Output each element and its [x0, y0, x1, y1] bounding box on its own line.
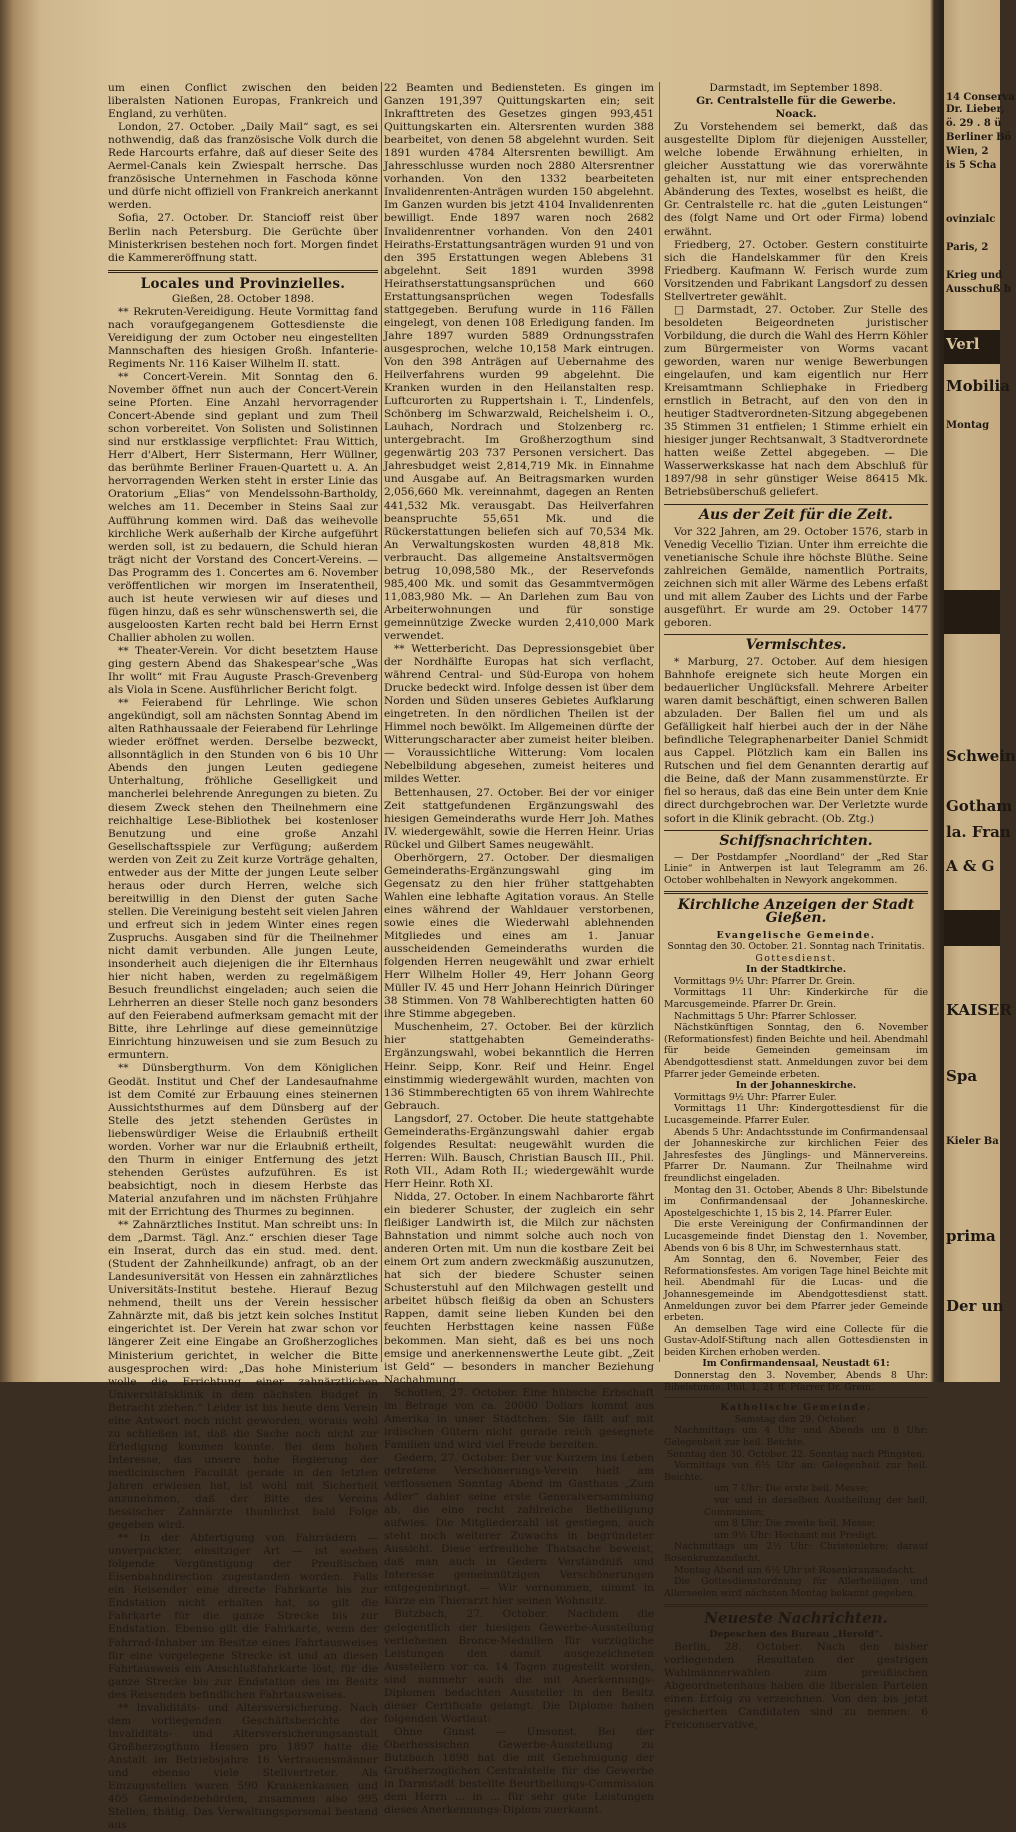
edge-fragment: Kieler Ba: [946, 1136, 999, 1147]
edge-fragment: Dr. Lieber,: [946, 104, 1005, 115]
section-divider: [664, 891, 928, 894]
article-paragraph: London, 27. October. „Daily Mail“ sagt, es sei nothwendig, daß das französische Volk durch die Rede Harcourts erfahre, daß auf dieser Seite des Aermel-Canals kein Zwiespalt herrsche. Das französische Unternehmen in Faschoda könne und dürfe nicht offiziell von Frankreich anerkannt werden.: [108, 121, 378, 212]
section-divider: [664, 1604, 928, 1607]
signature-name: Noack.: [775, 108, 817, 121]
edge-fragment: ö. 29 . 8 ü: [946, 118, 1002, 129]
article-paragraph: Muschenheim, 27. October. Bei der kürzlich hier stattgehabten Gemeinderaths-Ergänzungswahl, wobei bekanntlich die Herren Heinr. Seipp, Konr. Reif und Heinr. Engel einstimmig wiedergewählt wurden, machten von 136 Stimmberechtigten 65 von ihrem Wahlrechte Gebrauch.: [384, 1021, 654, 1112]
article-paragraph: ** Rekruten-Vereidigung. Heute Vormittag fand nach voraufgegangenem Gottesdienste die Vereidigung der zum October neu eingestellten Mannschaften des hiesigen Großh. Infanterie-Regiments Nr. 116 Kaiser Wilhelm II. statt.: [108, 305, 378, 370]
notice-line: Samstag den 29. October.: [734, 1413, 858, 1425]
article-paragraph: Zu Vorstehendem sei bemerkt, daß das ausgestellte Diplom für diejenigen Aussteller, welche lobende Erwähnung erhielten, in gleicher Ausstattung wie das vorerwähnte gehalten ist, nur mit einer entsprechenden Abänderung des Textes, woselbst es heißt, die Gr. Centralstelle rc. hat die „guten Leistungen“ des (folgt Name und Ort oder Firma) lobend erwähnt.: [664, 121, 928, 238]
edge-fragment: Wien, 2: [946, 146, 989, 157]
section-divider: [664, 830, 928, 831]
dateline: Gießen, 28. October 1898.: [171, 292, 315, 305]
column-2: [384, 82, 654, 1817]
notice-line: Gottesdienst.: [755, 952, 837, 964]
signature-line: Gr. Centralstelle für die Gewerbe.: [696, 95, 896, 108]
article-paragraph: ** Invaliditäts- und Altersversicherung. Nach dem vorliegenden Geschäftsberichte der Invaliditäts- und Altersversicherungsanstalt Großherzogthum Hessen pro 1897 hatte die Anstalt im Betriebsjahre 16 Vertrauensmänner und ebenso viele Stellvertreter. Als Einzugsstellen waren 590 Krankenkassen und 405 Gemeindebehörden, zusammen also 995 Stellen, thätig. Das Verwaltungspersonal bestand aus: [108, 1701, 378, 1832]
article-paragraph: Bettenhausen, 27. October. Bei der vor einiger Zeit stattgefundenen Ergänzungswahl des hiesigen Gemeinderaths wurde Herr Joh. Mathes IV. wiedergewählt, sowie die Herren Heinr. Urias Rückel und Gilbert Sames neugewählt.: [384, 786, 654, 851]
edge-fragment: Der un: [946, 1297, 1004, 1315]
edge-fragment: Spa: [946, 1067, 978, 1085]
notice-line: Montag den 31. October, Abends 8 Uhr: Bibelstunde im Confirmandensaal der Johanneskirche. Apostelgeschichte 1, 15 bis 2, 14. Pfarrer Euler.: [664, 1184, 928, 1219]
column-rule: [381, 82, 382, 1362]
notice-line: Sonntag den 30. October. 21. Sonntag nach Trinitatis.: [667, 941, 925, 953]
section-heading-locales: Locales und Provinzielles.: [140, 275, 346, 292]
article-paragraph: — Der Postdampfer „Noordland“ der „Red Star Linie“ in Antwerpen ist laut Telegramm am 26. October wohlbehalten in Newyork angekommen.: [664, 851, 928, 886]
notice-line: Nachmittags um 2½ Uhr: Christenlehre; darauf Rosenkranzandacht.: [664, 1541, 928, 1564]
article-paragraph: Nidda, 27. October. In einem Nachbarorte fährt ein biederer Schuster, der zugleich ein sehr fleißiger Landwirth ist, die Milch zur nächsten Bahnstation und nimmt solche auch noch von anderen Orten mit. Um nun die kostbare Zeit bei einem Ort zum andern zweckmäßig auszunutzen, hat sich der biedere Schuster seinen Schusterstuhl auf den Milchwagen gestellt und arbeitet hübsch fleißig da oben an Schusters Rappen, damit seine lieben Kunden bei den feuchten Herbsttagen keine nassen Füße bekommen. Man sieht, daß es bei uns noch emsige und anerkennenswerthe Leute gibt. „Zeit ist Geld“ — besonders in mancher Beziehung Nachahmung.: [384, 1190, 654, 1386]
article-paragraph: Langsdorf, 27. October. Die heute stattgehabte Gemeinderaths-Ergänzungswahl dahier ergab folgendes Resultat: neugewählt wurden die Herren: Wilh. Bausch, Christian Bausch III., Phil. Roth VII., Adam Roth II.; wiedergewählt wurde Herr Heinr. Roth XI.: [384, 1112, 654, 1190]
article-paragraph: ** Concert-Verein. Mit Sonntag den 6. November öffnet nun auch der Concert-Verein seine Pforten. Eine Anzahl hervorragender Concert-Abende sind geplant und zum Theil schon vorbereitet. Von Solisten und Solistinnen sind nur erstklassige verpflichtet: Frau Wittich, Herr d'Albert, Herr Sistermann, Herr Wüllner, das berühmte Berliner Frauen-Quartett u. A. An hervorragenden Werken steht in erster Linie das Oratorium „Elias“ von Mendelssohn-Bartholdy, welches am 11. December in Steins Saal zur Aufführung kommen wird. Daß das weihevolle kirchliche Werk außerhalb der Kirche aufgeführt werden soll, ist zu bedauern, die Schuld hieran trägt nicht der Vorstand des Concert-Vereins. — Das Programm des 1. Concertes am 6. November veröffentlichen wir morgen im Inseratentheil, auch ist heute verwiesen wir auf dieses und fügen hinzu, daß es sehr wünschenswerth sei, die ausgeloosten Karten recht bald bei Herrn Ernst Challier abholen zu wollen.: [108, 370, 378, 644]
notice-line: Die Gottesdienstordnung für Allerheiligen und Allerseelen wird nächsten Montag bekannt gegeben.: [664, 1576, 928, 1599]
section-heading-zeit: Aus der Zeit für die Zeit.: [699, 506, 893, 523]
notice-line: Vormittags 9½ Uhr: Pfarrer Dr. Grein.: [674, 975, 856, 987]
article-paragraph: ** Zahnärztliches Institut. Man schreibt uns: In dem „Darmst. Tägl. Anz.“ erschien dieser Tage ein Inserat, durch das ein stud. med. dent. (Student der Zahnheilkunde) anfragt, ob an der Landesuniversität von Hessen ein zahnärztliches Universitäts-Institut bestehe. Hierauf Bezug nehmend, theilt uns der Verein hessischer Zahnärzte mit, daß bis jetzt kein solches Institut eingerichtet ist. Der Verein hat zwar schon vor längerer Zeit eine Eingabe an Großherzogliches Ministerium gerichtet, in welcher die Bitte ausgesprochen wird: „Das hohe Ministerium wolle die Errichtung einer zahnärztlichen Universitätsklinik in dem nächsten Budget in Betracht ziehen.“ Leider ist bis heute dem Verein eine Antwort noch nicht geworden, woraus wohl zu schließen ist, daß die Sache noch nicht zur Erledigung kommen konnte. Bei dem hohen Interesse, das unsere hohe Regierung der medicinischen Facultät gerade in den letzten Jahren erwiesen hat, ist wohl mit Sicherheit anzunehmen, daß der Bitte des Vereins hessischer Zahnärzte thunlichst bald Folge gegeben wird.: [108, 1219, 378, 1532]
section-heading-neueste: Neueste Nachrichten.: [704, 1609, 888, 1628]
subheading: Depeschen des Bureau „Herold“.: [709, 1629, 883, 1641]
article-paragraph: ** Wetterbericht. Das Depressionsgebiet über der Nordhälfte Europas hat sich verflacht, während Central- und Süd-Europa von hohem Drucke bedeckt wird. Infolge dessen ist über dem Norden und Süden unseres Gebietes Aufklarung eingetreten. In den nördlichen Theilen ist der Himmel noch bewölkt. Im Allgemeinen dürfte der Witterungscharacter aber zumeist heiter bleiben. — Voraussichtliche Witterung: Vom localen Nebelbildung abgesehen, zumeist heiteres und mildes Wetter.: [384, 643, 654, 786]
edge-fragment: Berliner Bö: [946, 132, 1012, 143]
article-paragraph: ** In der Abfertigung von Fahrrädern — unverpackter, einsitziger Art — ist soeben folgende Vergünstigung der Preußischen Eisenbahndirection zugestanden worden. Falls ein Reisender eine directe Fahrkarte bis zur Endstation nicht erhalten hat, so gilt die Fahrkarte für die ganze Strecke bis zur Endstation. Ebenso gilt die Fahrkarte, wenn der Fahrrad-Inhaber im Besitze eines Fahrtausweises für eine vorgelegene Strecke ist und an diesen Fahrtausweis ein Anschlußfahrkarte löst, für die ganze Strecke bis zur Endstation des im Besitz des Reisenden befindlichen Fahrtausweises.: [108, 1532, 378, 1701]
column-1: [108, 82, 378, 1832]
section-heading-schiffsnachrichten: Schiffsnachrichten.: [719, 832, 873, 849]
notice-line: um 8 Uhr: Die zweite heil. Messe;: [714, 1518, 876, 1530]
notice-subheading: In der Johanneskirche.: [735, 1080, 857, 1092]
ad-black-band: [944, 590, 1000, 634]
article-paragraph: Vor 322 Jahren, am 29. October 1576, starb in Venedig Vecellio Tizian. Unter ihm erreichte die venetianische Schule ihre höchste Blüthe. Seine zahlreichen Gemälde, namentlich Portraits, zeichnen sich mit aller Wärme des Lebens erfaßt und mit allem Zauber des Lichts und der Farbe ausgeführt. Er wurde am 29. October 1477 geboren.: [664, 525, 928, 629]
article-paragraph: Berlin, 28. October. Nach den bisher vorliegenden Resultaten der gestrigen Wahlmännerwahlen zum preußischen Abgeordnetenhaus haben die liberalen Parteien einen Erfolg zu verzeichnen. Von den bis jetzt gesicherten Candidaten sind zu nennen: 6 Freiconservative,: [664, 1640, 928, 1732]
notice-line: Vormittags 11 Uhr: Kindergottesdienst für die Lucasgemeinde. Pfarrer Euler.: [664, 1103, 928, 1126]
notice-subheading: In der Stadtkirche.: [746, 964, 846, 976]
notice-line: Vormittags von 6½ Uhr an: Gelegenheit zur heil. Beichte.: [664, 1460, 928, 1483]
notice-line: Sonntag den 30. October. 22. Sonntag nach Pfingsten.: [666, 1448, 926, 1460]
column-3: [664, 82, 928, 1732]
notice-line: vor und in derselben Austheilung der heil. Communion;: [704, 1495, 928, 1518]
adjacent-page-edge: [944, 0, 1016, 1382]
notice-subheading: Im Confirmandensaal, Neustadt 61:: [702, 1358, 890, 1370]
edge-fragment: Mobilia: [946, 377, 1010, 395]
edge-fragment: Gotham: [946, 797, 1013, 815]
notice-line: Die erste Vereinigung der Confirmandinnen der Lucasgemeinde findet Dienstag den 1. November, Abends von 6 bis 8 Uhr, im Schwesternhaus statt.: [664, 1219, 928, 1254]
edge-fragment: Ausschuß b: [946, 284, 1011, 295]
article-paragraph: * Marburg, 27. October. Auf dem hiesigen Bahnhofe ereignete sich heute Morgen ein bedauerlicher Unglücksfall. Mehrere Arbeiter waren damit beschäftigt, einen schweren Ballen abzuladen. Der Ballen fiel um und als Gefälligkeit half hierbei auch der in der Nähe befindliche Telegraphenarbeiter Daniel Schmidt aus Cappel. Plötzlich kam ein Ballen ins Rutschen und fiel dem Genannten derartig auf die Beine, daß der Mann zusammenstürzte. Er fiel so heraus, daß das eine Bein unter dem Knie direct durchgebrochen war. Der Verletzte wurde sofort in die Klinik gebracht. (Ob. Ztg.): [664, 655, 928, 825]
edge-fragment: KAISER: [946, 1001, 1012, 1019]
article-paragraph: Sofia, 27. October. Dr. Stancioff reist über Berlin nach Petersburg. Die Gerüchte über Ministerkrisen bestehen noch fort. Morgen findet die Kammereröffnung statt.: [108, 212, 378, 264]
article-paragraph: Oberhörgern, 27. October. Der diesmaligen Gemeinderaths-Ergänzungswahl ging im Gegensatz zu den hier früher stattgehabten Wahlen eine lebhafte Agitation voraus. An Stelle eines während der Wahldauer verstorbenen, sowie eines die Wiederwahl ablehnenden Mitgliedes und eines am 1. Januar ausscheidenden Gemeinderaths wurden die folgenden Herren neugewählt und zwar erhielt Herr Wilhelm Holler 49, Herr Johann Georg Müller IV. 45 und Herr Johann Heinrich Düringer 38 Stimmen. Von 78 Wahlberechtigten hatten 60 ihre Stimme abgegeben.: [384, 851, 654, 1021]
article-paragraph: ** Theater-Verein. Vor dicht besetztem Hause ging gestern Abend das Shakespear'sche „Was Ihr wollt“ mit Frau Auguste Prasch-Grevenberg als Viola in Scene. Ausführlicher Bericht folgt.: [108, 644, 378, 697]
article-paragraph: Gedern, 27. October. Der vor Kurzem ins Leben getretene Verschönerungs-Verein hielt am verflossenen Sonntag Abend im Gasthaus „Zum Adler“ dahier seine erste Generalversammlung ab, die eine recht zahlreiche Betheiligung aufwies. Die Mitgliederzahl ist gestiegen, auch steht noch weiterer Zuwachs in begründeter Aussicht. Diese erfreuliche Thatsache beweist, daß man auch in Gedern Verständniß und Interesse gemeinnützigen Verschönerungen entgegenbringt. — Wir vernommen, nimmt in Kürze ein Thierarzt hier seinen Wohnsitz.: [384, 1451, 654, 1608]
notice-line: Abends 5 Uhr: Andachtsstunde im Confirmandensaal der Johanneskirche zur kirchlichen Feier des Jahresfestes des Jünglings- und Männervereins. Pfarrer Dr. Naumann. Zur Theilnahme wird freundlichst eingeladen.: [664, 1126, 928, 1184]
edge-fragment: A & G: [946, 857, 995, 875]
notice-line: Nächstkünftigen Sonntag, den 6. November (Reformationsfest) finden Beichte und heil. Abendmahl für beide Gemeinden gemeinsam im Abendgottesdienst statt. Anmeldungen zuvor bei dem Pfarrer jeder Gemeinde erbeten.: [664, 1022, 928, 1080]
notice-line: Vormittags 11 Uhr: Kinderkirche für die Marcusgemeinde. Pfarrer Dr. Grein.: [664, 987, 928, 1011]
article-paragraph: ** Dünsbergthurm. Von dem Königlichen Geodät. Institut und Chef der Landesaufnahme ist dem Comité zur Erbauung eines steinernen Aussichtsthurmes auf dem Dünsberg auf der Stelle des jetzt stehenden Gerüstes in liebenswürdiger Weise die Erlaubniß ertheilt worden. Vorher war nur die Erlaubniß ertheilt, den Thurm in einiger Entfernung des jetzt stehenden Gerüstes aufzuführen. Es ist beabsichtigt, noch in diesem Herbste das Material anzufahren und im nächsten Frühjahre mit der Errichtung des Thurmes zu beginnen.: [108, 1062, 378, 1218]
article-paragraph: Butzbach, 27. October. Nachdem die gelegentlich der hiesigen Gewerbe-Ausstellung verliehenen Bronce-Medaillen für vorzügliche Leistungen den damit ausgezeichneten Ausstellern vor ca. 14 Tagen zugestellt worden, sind nunmehr auch die mit Anerkennungs-Diplomen bedachten Aussteller in den Besitz dieser Certificate gelangt. Die Diplome haben folgenden Wortlaut:: [384, 1608, 654, 1725]
article-paragraph: □ Darmstadt, 27. October. Zur Stelle des besoldeten Beigeordneten juristischer Vorbildung, die durch die Wahl des Herrn Köhler zum Bürgermeister von Worms vacant geworden, waren nur wenige Bewerbungen eingelaufen, und kam eigentlich nur Herr Kreisamtmann Schliephake in Friedberg ernstlich in Betracht, auf den von den in heutiger Stadtverordneten-Sitzung abgegebenen 35 Stimmen 31 entfielen; 1 Stimme erhielt ein hiesiger junger Rechtsanwalt, 3 Stadtverordnete hatten weiße Zettel abgegeben. — Die Wasserwerkskasse hat nach dem Abschluß für 1897/98 in sehr günstiger Weise 86415 Mk. Betriebsüberschuß geliefert.: [664, 303, 928, 499]
subheading: Evangelische Gemeinde.: [716, 929, 876, 941]
article-paragraph: Friedberg, 27. October. Gestern constituirte sich die Handelskammer für den Kreis Friedberg. Kaufmann W. Ferisch wurde zum Vorsitzenden und Fabrikant Langsdorf zu dessen Stellvertreter gewählt.: [664, 238, 928, 303]
notice-line: Montag Abend um 6½ Uhr ist Rosenkranzandacht.: [674, 1564, 916, 1576]
edge-fragment: 14 Conserva: [946, 92, 1015, 103]
edge-fragment: Montag: [946, 420, 990, 431]
section-heading-kirchliche: Kirchliche Anzeigen der Stadt Gießen.: [677, 897, 915, 927]
section-divider: [108, 270, 378, 273]
section-divider: [664, 1397, 928, 1398]
article-paragraph: Ohne Gunst — Umsonst. Bei der Oberhessischen Gewerbe-Ausstellung zu Butzbach 1898 hat die mit Genehmigung der Großherzoglichen Centralstelle für die Gewerbe in Darmstadt bestellte Beurtheilungs-Commission dem Herrn ... in ... für sehr gute Leistungen dieses Anerkennungs-Diplom zuerkannt.: [384, 1725, 654, 1817]
edge-fragment: Schwein: [946, 747, 1016, 765]
notice-line: um 7 Uhr: Die erste heil. Messe;: [714, 1483, 869, 1495]
edge-fragment: Paris, 2: [946, 242, 989, 253]
section-divider: [664, 504, 928, 505]
edge-fragment: Krieg und: [946, 270, 1003, 281]
column-rule: [659, 82, 660, 1362]
edge-fragment: Verl: [946, 335, 980, 353]
notice-line: Donnerstag den 3. November, Abends 8 Uhr: Bibelstunde. Phil. 1, 21 ff. Pfarrer Dr. Grein.: [664, 1370, 928, 1393]
edge-fragment: ovinzialc: [946, 214, 996, 225]
section-heading-vermischtes: Vermischtes.: [745, 636, 847, 653]
notice-line: um 9½ Uhr: Hochamt mit Predigt.: [714, 1529, 878, 1541]
edge-fragment: prima: [946, 1227, 996, 1245]
section-divider: [664, 634, 928, 635]
edge-fragment: is 5 Scha: [946, 160, 997, 171]
church-notices: [664, 930, 928, 1600]
article-paragraph: 22 Beamten und Bediensteten. Es gingen im Ganzen 191,397 Quittungskarten ein; seit Inkrafttreten des Gesetzes gingen 993,451 Quittungskarten ein. Altersrenten wurden 388 bearbeitet, von denen 58 abgelehnt wurden. Seit 1891 wurden 4784 Altersrenten bewilligt. Am Jahresschlusse wurden noch 2880 Altersrentner vorhanden. Von den 1332 bearbeiteten Invalidenrenten-Anträgen wurden 150 abgelehnt. Im Ganzen wurden bis jetzt 4104 Invalidenrenten bewilligt. Ende 1897 waren noch 2682 Invalidenrentner vorhanden. Von den 2401 Heiraths-Erstattungsanträgen wurden 91 und von den 395 Erstattungen wegen Ablebens 31 abgelehnt. Seit 1891 wurden 3998 Heirathserstattungsansprüchen und 660 Erstattungsansprüchen wegen Todesfalls stattgegeben. Berufung wurde in 116 Fällen eingelegt, von denen 108 Erledigung fanden. Im Jahre 1897 wurden 5889 Ordnungsstrafen ausgesprochen, welche 10,158 Mark eintrugen. Von den 398 Anträgen auf Uebernahme des Heilverfahrens wurden 99 abgelehnt. Die Kranken wurden in den Heilanstalten resp. Luftcurorten zu Ruppertshain i. T., Lindenfels, Schönberg im Schwarzwald, Reichelsheim i. O., Lauhach, Nordrach und Stolzenberg rc. untergebracht. Im Großherzogthum sind gegenwärtig 203 737 Personen versichert. Das Jahresbudget weist 2,814,719 Mk. in Einnahme und Ausgabe auf. An Beitragsmarken wurden 2,056,660 Mk. vereinnahmt, dagegen an Renten 441,532 Mk. verausgabt. Das Heilverfahren beanspruchte 55,651 Mk. und die Rückerstattungen beliefen sich auf 70,534 Mk. An Verwaltungskosten wurden 48,818 Mk. verbraucht. Das allgemeine Anstaltsvermögen betrug 10,098,580 Mk., der Reservefonds 985,400 Mk. und somit das Gesammtvermögen 11,083,980 Mk. — An Darlehen zum Bau von Arbeiterwohnungen und für sonstige gemeinnützige Zwecke wurden 2,410,000 Mark verwendet.: [384, 82, 654, 642]
article-paragraph: um einen Conflict zwischen den beiden liberalsten Nationen Europas, Frankreich und England, zu verhüten.: [108, 82, 378, 121]
dateline: Darmstadt, im September 1898.: [709, 82, 883, 94]
ad-black-band: [944, 910, 1000, 946]
notice-line: Nachmittags um 4 Uhr und Abends um 8 Uhr: Gelegenheit zur heil. Beichte.: [664, 1425, 928, 1449]
article-paragraph: ** Feierabend für Lehrlinge. Wie schon angekündigt, soll am nächsten Sonntag Abend im alten Rathhaussaale der Feierabend für Lehrlinge wieder eröffnet werden. Derselbe bezweckt, allsonntäglich in den Stunden von 6 bis 10 Uhr Abends den jungen Leuten gediegene Unterhaltung, fröhliche Geselligkeit und mancherlei belehrende Anregungen zu bieten. Zu diesem Zweck stehen den Theilnehmern eine reichhaltige Lese-Bibliothek bei kostenloser Benutzung und eine große Anzahl Gesellschaftsspiele zur Verfügung; außerdem werden von Zeit zu Zeit kurze Vorträge gehalten, entweder aus der Mitte der jungen Leute selber heraus oder durch Herren, welche sich bereitwillig in den Dienst der guten Sache stellen. Die Vereinigung besteht seit vielen Jahren und erfreut sich in jedem Winter eines regen Zuspruchs. Ausgaben sind für die Theilnehmer nicht damit verbunden. Alle jungen Leute, insonderheit auch diejenigen die ihr Elternhaus hier nicht haben, werden zu regelmäßigem Besuch freundlichst eingeladen; auch seien die Lehrherren an dieser Stelle noch ganz besonders auf den Feierabend aufmerksam gemacht mit der Bitte, ihre Lehrlinge auf diese gemeinnützige Einrichtung hinzuweisen und sie zum Besuch zu ermuntern.: [108, 697, 378, 1062]
article-paragraph: Schotten, 27. October. Eine hübsche Erbschaft im Betrage von ca. 20000 Dollars kommt aus Amerika in unser Städtchen. Sie fällt auf mit irdischen Gütern nicht gerade reich gesegnete Familien und wird viel Freude bereiten.: [384, 1386, 654, 1451]
notice-line: Vormittags 9½ Uhr: Pfarrer Euler.: [674, 1091, 837, 1103]
notice-line: Nachmittags 5 Uhr: Pfarrer Schlosser.: [674, 1010, 857, 1022]
notice-line: An demselben Tage wird eine Collecte für die Gustav-Adolf-Stiftung nach allen Gottesdiensten in beiden Kirchen erhoben werden.: [664, 1323, 928, 1358]
subheading: Katholische Gemeinde.: [720, 1402, 872, 1414]
notice-line: Am Sonntag, den 6. November, Feier des Reformationsfestes. Am vorigen Tage hinel Beichte mit heil. Abendmahl für die Lucas- und die Johannesgemeinde im Abendgottesdienst statt. Anmeldungen zuvor bei dem Pfarrer jeder Gemeinde erbeten.: [664, 1254, 928, 1324]
edge-fragment: la. Fran: [946, 823, 1011, 841]
